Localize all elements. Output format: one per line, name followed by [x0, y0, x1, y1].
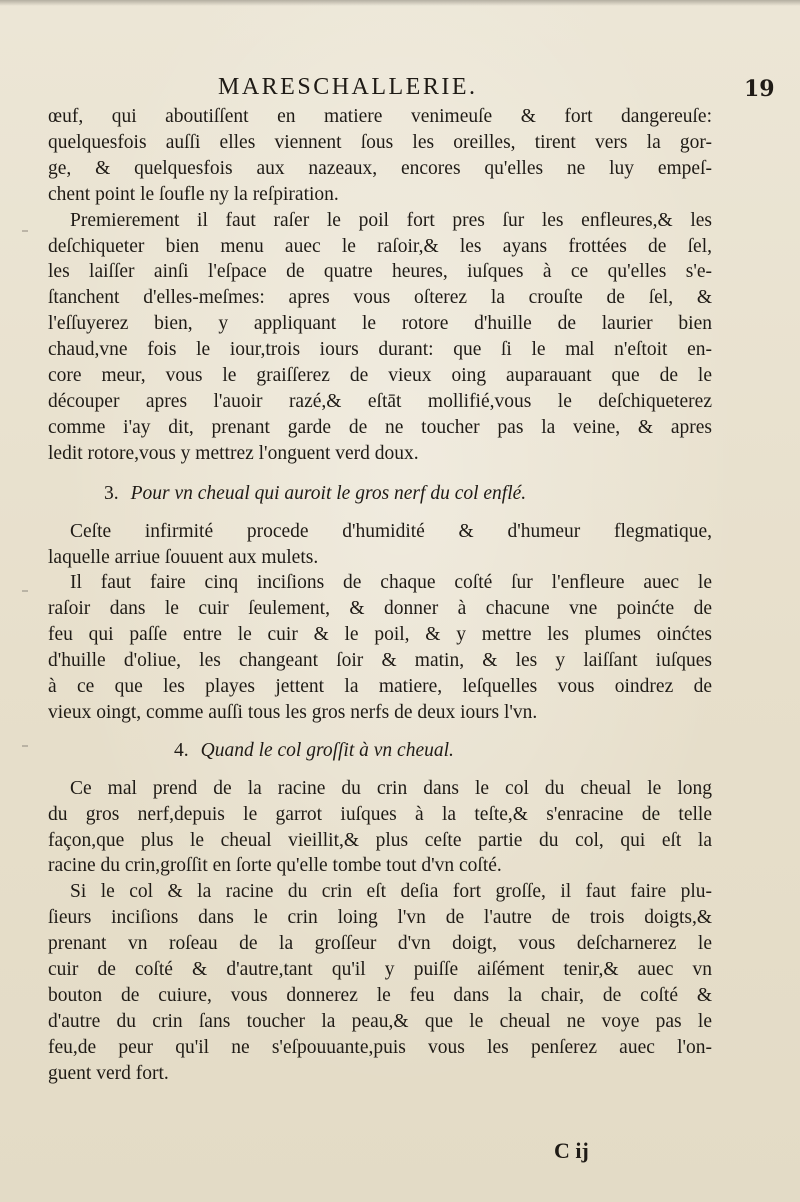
text-line: du gros nerf,depuis le garrot iuſques à la teſte,& s'enracine de telle — [48, 803, 712, 825]
running-title: MARESCHALLERIE. — [218, 74, 478, 100]
page-number: 19 — [744, 76, 775, 102]
text-line: feu,de peur qu'il ne s'eſpouuante,puis vous les penſerez auec l'on- — [48, 1036, 712, 1058]
text-line: l'eſſuyerez bien, y appliquant le rotore d'huille de laurier bien — [48, 313, 712, 335]
section-number: 3. — [104, 482, 119, 504]
text-line: cuir de coſté & d'autre,tant qu'il y puiſſe aiſément tenir,& auec vn — [48, 959, 712, 981]
text-line: deſchiqueter bien menu auec le raſoir,& les ayans frottées de ſel, — [48, 235, 712, 257]
paragraph-1 — [48, 104, 712, 208]
text-line: vieux oingt, comme auſſi tous les gros nerfs de deux iours l'vn. — [48, 701, 538, 723]
section-number: 4. — [174, 739, 189, 761]
text-line: ſtanchent d'elles-meſmes: apres vous oſterez la crouſte de ſel, & — [48, 287, 712, 309]
text-line: racine du crin,groſſit en ſorte qu'elle tombe tout d'vn coſté. — [48, 855, 502, 877]
text-line: core meur, vous le graiſſerez de vieux oing auparauant que de le — [48, 365, 712, 387]
text-line: les laiſſer ainſi l'eſpace de quatre heures, iuſques à ce qu'elles s'e- — [48, 261, 712, 283]
text-line: Il faut faire cinq inciſions de chaque coſté ſur l'enfleure auec le — [70, 572, 712, 594]
text-line: Ce mal prend de la racine du crin dans le col du cheual le long — [70, 777, 712, 799]
text-line: Premierement il faut raſer le poil fort pres ſur les enfleures,& les — [70, 209, 712, 231]
section-heading-3 — [48, 481, 712, 507]
paragraph-2 — [48, 208, 712, 467]
text-line: laquelle arriue ſouuent aux mulets. — [48, 546, 319, 568]
text-line: Si le col & la racine du crin eſt deſia fort groſſe, il faut faire plu- — [70, 881, 712, 903]
text-line: à ce que les playes jettent la matiere, leſquelles vous oindrez de — [48, 676, 712, 698]
text-line: ledit rotore,vous y mettrez l'onguent verd doux. — [48, 442, 419, 464]
section-title: Quand le col groſſit à vn cheual. — [200, 739, 454, 761]
paragraph-6 — [48, 879, 712, 1086]
text-line: Ceſte infirmité procede d'humidité & d'humeur flegmatique, — [70, 520, 712, 542]
paragraph-4 — [48, 570, 712, 725]
text-line: guent verd fort. — [48, 1062, 169, 1084]
page-top-shadow — [0, 0, 800, 6]
text-line: raſoir dans le cuir ſeulement, & donner à chacune vne poinćte de — [48, 598, 712, 620]
paragraph-5 — [48, 776, 712, 880]
text-line: chent point le ſoufle ny la reſpiration. — [48, 183, 339, 205]
text-line: façon,que plus le cheual vieillit,& plus ceſte partie du col, qui eſt la — [48, 829, 712, 851]
text-line: ſieurs inciſions dans le crin loing l'vn de l'autre de trois doigts,& — [48, 907, 712, 929]
margin-mark — [22, 230, 28, 232]
running-head — [0, 74, 800, 108]
margin-mark — [22, 590, 28, 592]
text-line: comme i'ay dit, prenant garde de ne toucher pas la veine, & apres — [48, 416, 712, 438]
text-line: découper apres l'auoir razé,& eſtāt mollifié,vous le deſchiqueterez — [48, 390, 712, 412]
text-line: chaud,vne fois le iour,trois iours durant: que ſi le mal n'eſtoit en- — [48, 339, 712, 361]
margin-mark — [22, 745, 28, 747]
text-line: d'huille d'oliue, les changeant ſoir & matin, & les y laiſſant iuſques — [48, 650, 712, 672]
text-line: prenant vn roſeau de la groſſeur d'vn doigt, vous deſcharnerez le — [48, 933, 712, 955]
text-line: ge, & quelquesfois aux nazeaux, encores qu'elles ne luy empeſ- — [48, 157, 712, 179]
text-line: bouton de cuiure, vous donnerez le feu dans la chair, de coſté & — [48, 985, 712, 1006]
paragraph-3 — [48, 519, 712, 571]
signature-mark: C ij — [554, 1138, 589, 1163]
main-text — [48, 104, 712, 1087]
text-line: quelquesfois auſſi elles viennent ſous les oreilles, tirent vers la gor- — [48, 131, 712, 153]
text-line: feu qui paſſe entre le cuir & le poil, & y mettre les plumes oinćtes — [48, 624, 712, 646]
text-line: d'autre du crin ſans toucher la peau,& que le cheual ne voye pas le — [48, 1010, 712, 1032]
text-line: œuf, qui aboutiſſent en matiere venimeuſe & fort dangereuſe: — [48, 106, 712, 127]
section-title: Pour vn cheual qui auroit le gros nerf du col enflé. — [130, 482, 527, 504]
section-heading-4 — [48, 738, 712, 764]
